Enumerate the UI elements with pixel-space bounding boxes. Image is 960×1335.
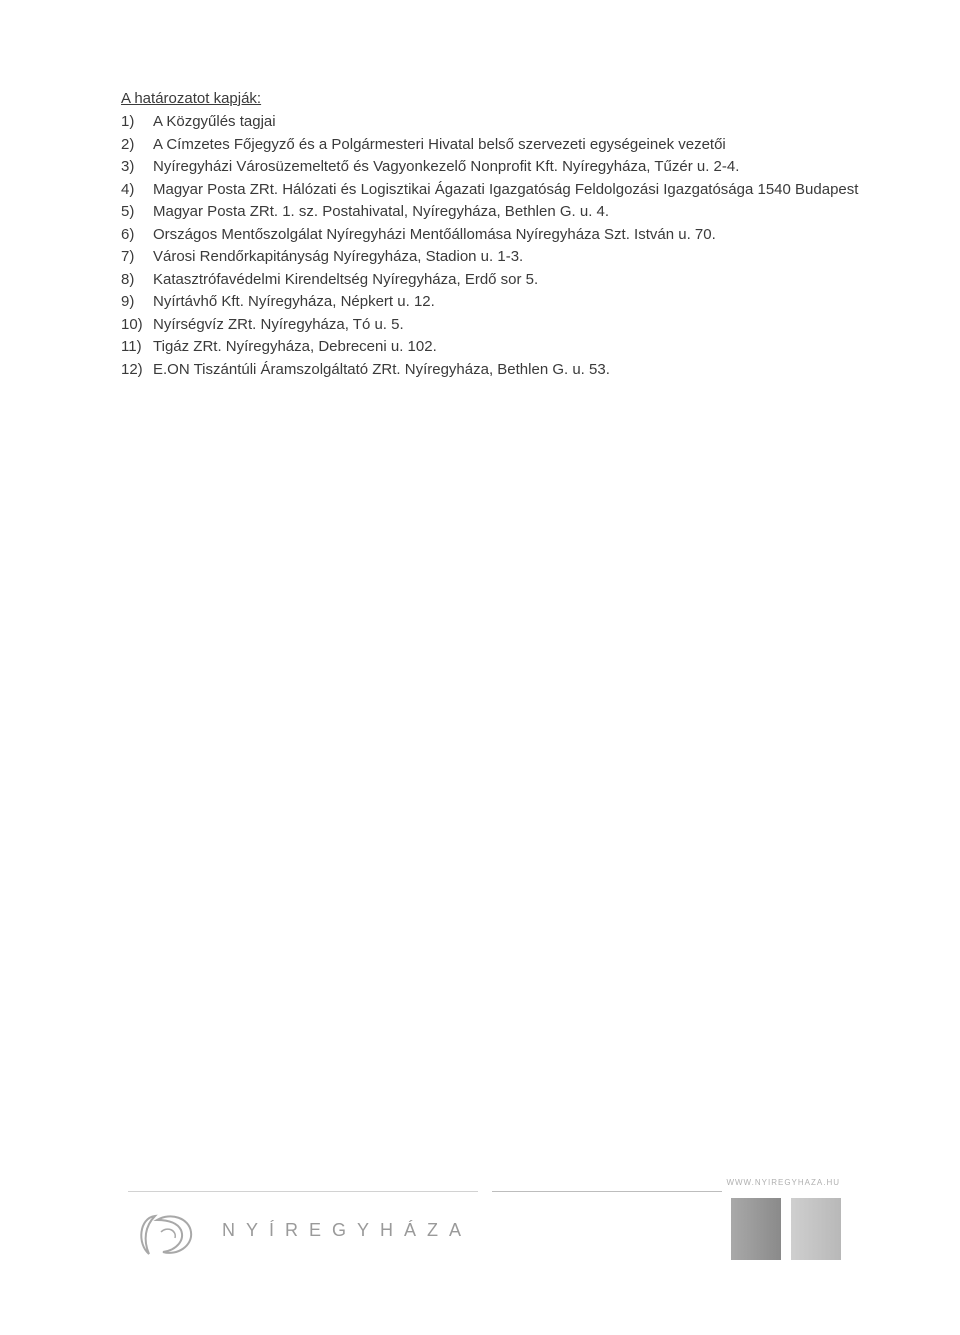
item-text: A Címzetes Főjegyző és a Polgármesteri Hivatal belső szervezeti egységeinek vezetői xyxy=(153,135,726,153)
item-number: 3) xyxy=(121,158,135,175)
list-item xyxy=(121,224,861,247)
city-name: NYÍREGYHÁZA xyxy=(222,1220,473,1240)
list-item xyxy=(121,111,861,134)
item-number: 4) xyxy=(121,180,135,198)
item-number: 5) xyxy=(121,203,135,220)
city-logo-icon xyxy=(133,1210,203,1260)
item-text: E.ON Tiszántúli Áramszolgáltató ZRt. Nyíregyháza, Bethlen G. u. 53. xyxy=(153,360,610,378)
item-text: Városi Rendőrkapitányság Nyíregyháza, Stadion u. 1-3. xyxy=(153,248,524,265)
list-item xyxy=(121,314,861,337)
item-text: A Közgyűlés tagjai xyxy=(153,113,276,130)
list-item xyxy=(121,246,861,269)
item-text: Nyírségvíz ZRt. Nyíregyháza, Tó u. 5. xyxy=(153,315,404,333)
list-item xyxy=(121,359,861,382)
item-number: 9) xyxy=(121,293,135,310)
item-text: Nyíregyházi Városüzemeltető és Vagyonkezelő Nonprofit Kft. Nyíregyháza, Tűzér u. 2-4. xyxy=(153,158,740,175)
footer-bar-dark xyxy=(731,1198,781,1260)
footer-divider-right xyxy=(492,1191,722,1192)
list-item xyxy=(121,269,861,292)
item-number: 10) xyxy=(121,315,143,333)
item-number: 6) xyxy=(121,225,135,243)
list-item xyxy=(121,134,861,157)
item-number: 7) xyxy=(121,248,135,265)
list-item xyxy=(121,179,861,202)
document-body xyxy=(121,88,861,381)
item-number: 12) xyxy=(121,360,143,378)
item-number: 1) xyxy=(121,113,135,130)
item-text: Országos Mentőszolgálat Nyíregyházi Mentőállomása Nyíregyháza Szt. István u. 70. xyxy=(153,225,716,243)
item-number: 11) xyxy=(121,338,142,355)
footer-bar-light xyxy=(791,1198,841,1260)
item-text: Magyar Posta ZRt. Hálózati és Logisztikai Ágazati Igazgatóság Feldolgozási Igazgatósága 1540 Budapest xyxy=(153,180,859,198)
footer-divider-left xyxy=(128,1191,478,1192)
item-text: Katasztrófavédelmi Kirendeltség Nyíregyháza, Erdő sor 5. xyxy=(153,270,539,288)
item-number: 2) xyxy=(121,135,135,153)
list-item xyxy=(121,336,861,359)
list-item xyxy=(121,291,861,314)
list-item xyxy=(121,201,861,224)
item-number: 8) xyxy=(121,270,135,288)
list-item xyxy=(121,156,861,179)
page-footer xyxy=(0,1170,960,1280)
recipients-list xyxy=(121,111,861,381)
item-text: Magyar Posta ZRt. 1. sz. Postahivatal, Nyíregyháza, Bethlen G. u. 4. xyxy=(153,203,610,220)
item-text: Tigáz ZRt. Nyíregyháza, Debreceni u. 102. xyxy=(153,338,437,355)
recipients-heading: A határozatot kapják: xyxy=(121,90,262,107)
website-url: WWW.NYIREGYHAZA.HU xyxy=(726,1178,840,1187)
item-text: Nyírtávhő Kft. Nyíregyháza, Népkert u. 12. xyxy=(153,293,435,310)
